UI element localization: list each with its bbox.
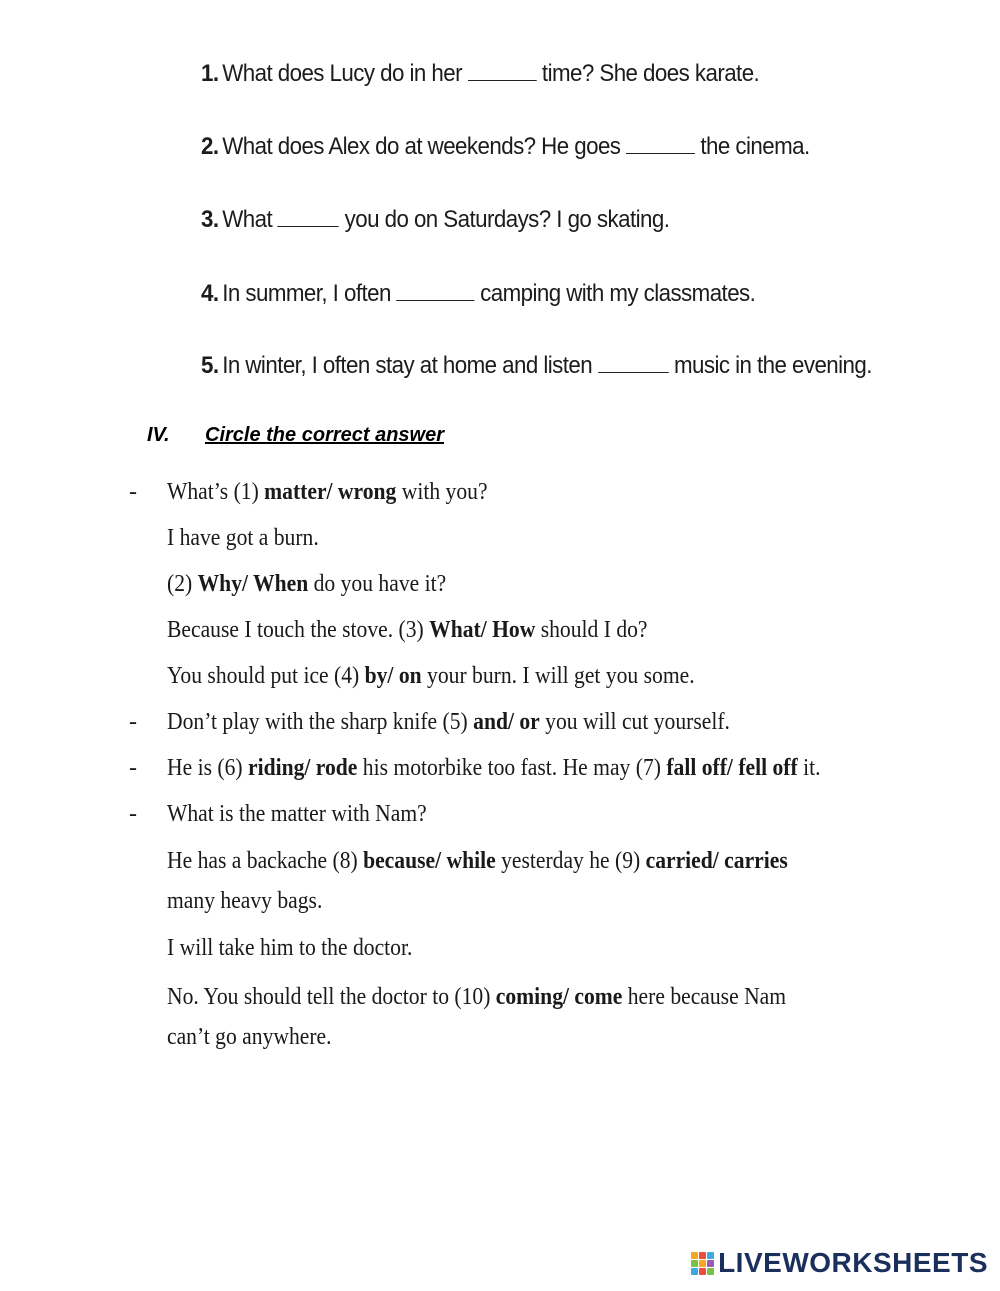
answer-choices[interactable]: fall off/ fell off bbox=[666, 755, 798, 781]
question-text-before: What does Alex do at weekends? He goes bbox=[222, 133, 621, 160]
line-text: Because I touch the stove. (3) bbox=[167, 617, 430, 643]
answer-blank[interactable] bbox=[468, 79, 537, 81]
dialogue-line-8 bbox=[167, 801, 427, 828]
line-text: his motorbike too fast. He may (7) bbox=[357, 755, 667, 781]
section-header bbox=[147, 424, 444, 447]
line-text: What is the matter with Nam? bbox=[167, 801, 427, 827]
line-text: (2) bbox=[167, 571, 198, 597]
answer-choices[interactable]: carried/ carries bbox=[645, 848, 788, 874]
dialogue-line-13 bbox=[167, 1024, 332, 1051]
question-text-before: In summer, I often bbox=[222, 280, 391, 307]
logo-square bbox=[691, 1268, 698, 1275]
answer-blank[interactable] bbox=[396, 299, 474, 301]
answer-choices[interactable]: Why/ When bbox=[197, 571, 309, 597]
dialogue-line-4 bbox=[167, 617, 648, 644]
liveworksheets-logo[interactable] bbox=[691, 1247, 988, 1279]
line-text: He is (6) bbox=[167, 755, 248, 781]
logo-square bbox=[699, 1252, 706, 1259]
line-text: What’s (1) bbox=[167, 479, 265, 505]
answer-choices[interactable]: and/ or bbox=[473, 709, 540, 735]
line-text: yesterday he (9) bbox=[495, 848, 646, 874]
question-text-before: In winter, I often stay at home and listen bbox=[222, 352, 593, 379]
line-text: here because Nam bbox=[622, 984, 787, 1010]
line-text: your burn. I will get you some. bbox=[421, 663, 695, 689]
logo-grid-icon bbox=[691, 1252, 714, 1275]
answer-choices[interactable]: by/ on bbox=[364, 663, 422, 689]
line-text: Don’t play with the sharp knife (5) bbox=[167, 709, 474, 735]
dialogue-line-3 bbox=[167, 571, 446, 598]
dialogue-line-1 bbox=[167, 479, 488, 506]
logo-square bbox=[691, 1260, 698, 1267]
logo-square bbox=[691, 1252, 698, 1259]
question-text-after: music in the evening. bbox=[673, 352, 872, 379]
question-text-after: the cinema. bbox=[700, 133, 810, 160]
dialogue-line-7 bbox=[167, 755, 821, 782]
question-2 bbox=[201, 133, 810, 161]
question-3 bbox=[201, 206, 669, 234]
answer-blank[interactable] bbox=[626, 152, 695, 154]
question-5 bbox=[201, 352, 872, 380]
line-text: can’t go anywhere. bbox=[167, 1024, 332, 1050]
dialogue-line-5 bbox=[167, 663, 695, 690]
line-text: He has a backache (8) bbox=[167, 848, 364, 874]
dialogue-line-6 bbox=[167, 709, 730, 736]
question-4 bbox=[201, 280, 755, 308]
dialogue-line-11 bbox=[167, 935, 412, 962]
answer-choices[interactable]: matter/ wrong bbox=[264, 479, 397, 505]
question-text-after: you do on Saturdays? I go skating. bbox=[344, 206, 670, 233]
section-title: Circle the correct answer bbox=[205, 424, 444, 446]
answer-choices[interactable]: coming/ come bbox=[495, 984, 623, 1010]
line-text: with you? bbox=[396, 479, 488, 505]
line-text: do you have it? bbox=[308, 571, 447, 597]
line-text: many heavy bags. bbox=[167, 888, 323, 914]
bullet-dash: - bbox=[129, 755, 137, 781]
question-number: 3. bbox=[201, 206, 219, 233]
question-text-after: time? She does karate. bbox=[541, 60, 760, 87]
bullet-dash: - bbox=[129, 801, 137, 827]
dialogue-line-9 bbox=[167, 848, 788, 875]
answer-choices[interactable]: riding/ rode bbox=[247, 755, 358, 781]
question-number: 4. bbox=[201, 280, 219, 307]
question-1 bbox=[201, 60, 759, 88]
bullet-dash: - bbox=[129, 479, 137, 505]
logo-square bbox=[707, 1260, 714, 1267]
line-text: should I do? bbox=[535, 617, 648, 643]
logo-square bbox=[707, 1268, 714, 1275]
dialogue-line-12 bbox=[167, 984, 786, 1011]
answer-choices[interactable]: What/ How bbox=[429, 617, 536, 643]
section-number: IV. bbox=[147, 424, 170, 446]
question-text-after: camping with my classmates. bbox=[480, 280, 756, 307]
bullet-dash: - bbox=[129, 709, 137, 735]
logo-square bbox=[707, 1252, 714, 1259]
line-text: you will cut yourself. bbox=[539, 709, 730, 735]
question-number: 5. bbox=[201, 352, 219, 379]
logo-square bbox=[699, 1260, 706, 1267]
brand-name: LIVEWORKSHEETS bbox=[718, 1247, 988, 1278]
question-text-before: What does Lucy do in her bbox=[222, 60, 462, 87]
line-text: You should put ice (4) bbox=[167, 663, 365, 689]
question-text-before: What bbox=[222, 206, 273, 233]
line-text: No. You should tell the doctor to (10) bbox=[167, 984, 496, 1010]
logo-square bbox=[699, 1268, 706, 1275]
answer-blank[interactable] bbox=[278, 225, 339, 227]
answer-choices[interactable]: because/ while bbox=[363, 848, 496, 874]
line-text: it. bbox=[797, 755, 821, 781]
dialogue-line-2 bbox=[167, 525, 319, 552]
dialogue-line-10 bbox=[167, 888, 322, 915]
question-number: 2. bbox=[201, 133, 219, 160]
question-number: 1. bbox=[201, 60, 219, 87]
line-text: I have got a burn. bbox=[167, 525, 319, 551]
line-text: I will take him to the doctor. bbox=[167, 935, 413, 961]
answer-blank[interactable] bbox=[598, 371, 669, 373]
